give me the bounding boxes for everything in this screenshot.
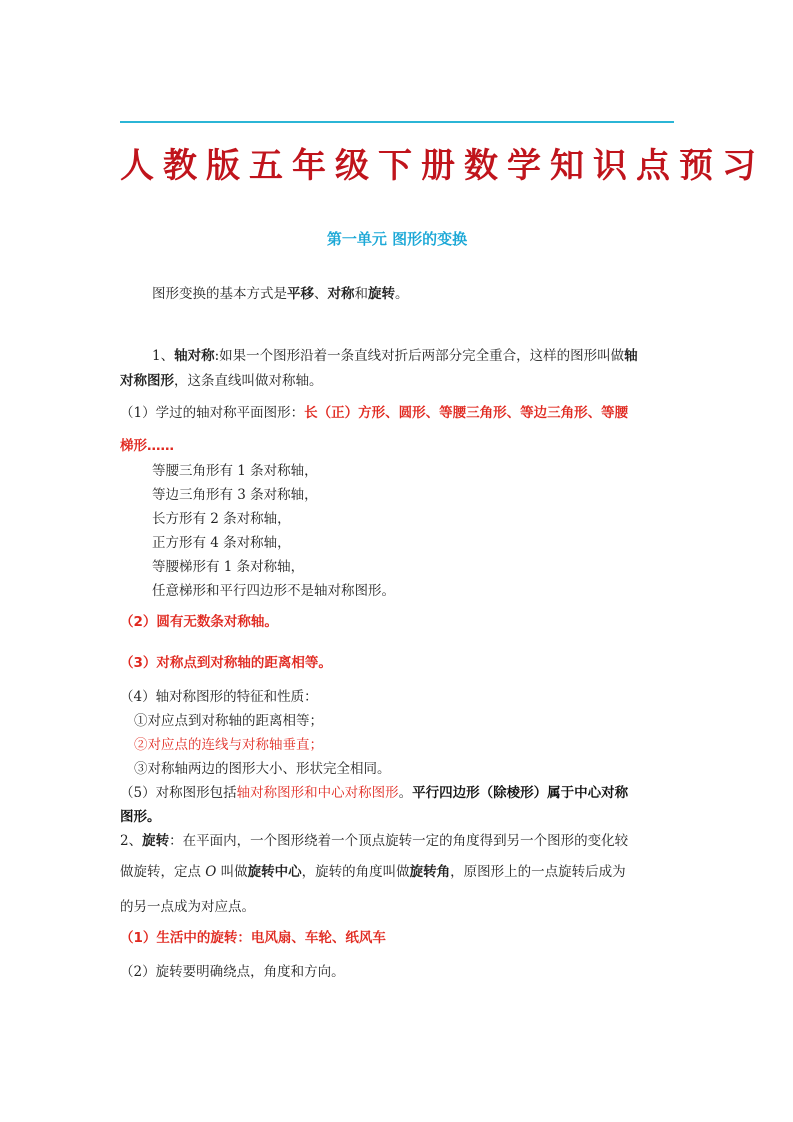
header-rule [120, 121, 674, 123]
axis-count-item: 长方形有 2 条对称轴， [152, 511, 291, 527]
axis-count-item: 等腰三角形有 1 条对称轴， [152, 463, 318, 479]
document-title: 人教版五年级下册数学知识点预习 [120, 146, 765, 186]
property-item: ①对应点到对称轴的距离相等； [134, 713, 323, 729]
rotation-definition: 2、旋转：在平面内，一个图形绕着一个顶点旋转一定的角度得到另一个图形的变化较 [120, 833, 629, 849]
property-item: ③对称轴两边的图形大小、形状完全相同。 [134, 761, 391, 777]
learned-shapes-cont: 梯形…… [120, 438, 174, 454]
rotation-definition-cont: 做旋转，定点 O 叫做旋转中心，旋转的角度叫做旋转角，原图形上的一点旋转后成为 [120, 864, 626, 880]
life-rotation-note: （1）生活中的旋转：电风扇、车轮、纸风车 [120, 930, 386, 946]
rotation-definition-cont: 的另一点成为对应点。 [120, 899, 255, 915]
axis-count-item: 等边三角形有 3 条对称轴， [152, 487, 318, 503]
axis-count-item: 正方形有 4 条对称轴， [152, 535, 291, 551]
symmetric-figures-line: （5）对称图形包括轴对称图形和中心对称图形。平行四边形（除棱形）属于中心对称 [120, 785, 629, 801]
axis-symmetry-definition: 1、轴对称:如果一个图形沿着一条直线对折后两部分完全重合，这样的图形叫做轴 [152, 348, 638, 364]
circle-axes-note: （2）圆有无数条对称轴。 [120, 614, 278, 630]
axis-count-item: 等腰梯形有 1 条对称轴， [152, 559, 305, 575]
property-item: ②对应点的连线与对称轴垂直； [134, 737, 323, 753]
unit-heading: 第一单元 图形的变换 [326, 230, 468, 248]
learned-shapes-line: （1）学过的轴对称平面图形：长（正）方形、圆形、等腰三角形、等边三角形、等腰 [120, 405, 629, 421]
axis-symmetry-definition-cont: 对称图形，这条直线叫做对称轴。 [120, 373, 323, 389]
symmetric-points-note: （3）对称点到对称轴的距离相等。 [120, 655, 332, 671]
intro-paragraph: 图形变换的基本方式是平移、对称和旋转。 [152, 286, 409, 302]
properties-heading: （4）轴对称图形的特征和性质： [120, 689, 318, 705]
symmetric-figures-cont: 图形。 [120, 809, 161, 825]
rotation-requirements: （2）旋转要明确绕点，角度和方向。 [120, 964, 345, 980]
axis-count-item: 任意梯形和平行四边形不是轴对称图形。 [152, 583, 395, 599]
